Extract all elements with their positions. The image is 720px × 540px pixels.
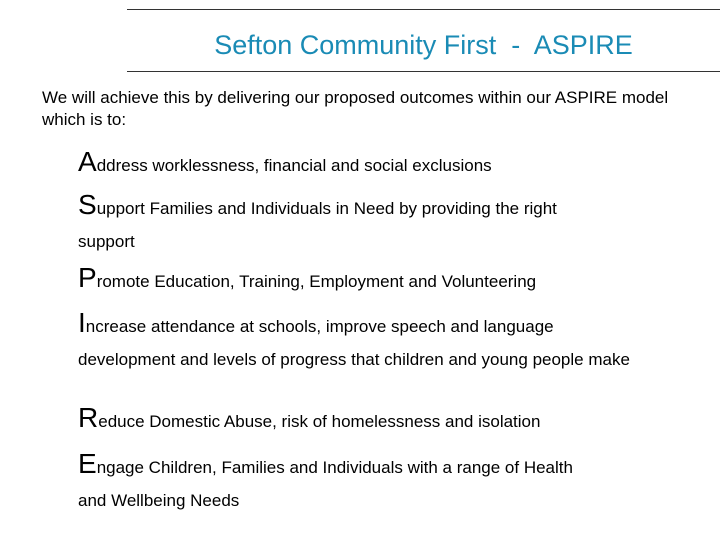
aspire-item-text: ngage Children, Families and Individuals with a range of Health: [96, 458, 573, 477]
aspire-initial: S: [78, 189, 97, 220]
aspire-initial: I: [78, 307, 86, 338]
aspire-item-continuation: development and levels of progress that children and young people make: [78, 350, 630, 369]
intro-paragraph: We will achieve this by delivering our proposed outcomes within our ASPIRE model which is to:: [42, 88, 669, 129]
title-bottom-rule: [127, 71, 720, 72]
aspire-initial: R: [78, 402, 99, 433]
aspire-initial: A: [78, 146, 97, 177]
aspire-item-support: [78, 186, 708, 254]
aspire-item-text: romote Education, Training, Employment and Volunteering: [96, 272, 537, 291]
aspire-item-address: [78, 143, 708, 185]
aspire-item-continuation: support: [78, 232, 135, 251]
slide-title: Sefton Community First - ASPIRE: [214, 30, 633, 60]
aspire-item-continuation: and Wellbeing Needs: [78, 491, 240, 510]
aspire-item-reduce: [78, 399, 708, 441]
aspire-initial: E: [78, 448, 97, 479]
aspire-item-increase: [78, 304, 708, 372]
aspire-item-text: ddress worklessness, financial and social exclusions: [96, 156, 492, 175]
aspire-item-engage: [78, 445, 708, 513]
aspire-item-text: upport Families and Individuals in Need by providing the right: [96, 199, 557, 218]
aspire-initial: P: [78, 262, 97, 293]
aspire-item-promote: [78, 259, 708, 301]
aspire-item-text: educe Domestic Abuse, risk of homelessness and isolation: [98, 412, 541, 431]
title-top-rule: [127, 9, 720, 10]
aspire-item-text: ncrease attendance at schools, improve speech and language: [85, 317, 554, 336]
